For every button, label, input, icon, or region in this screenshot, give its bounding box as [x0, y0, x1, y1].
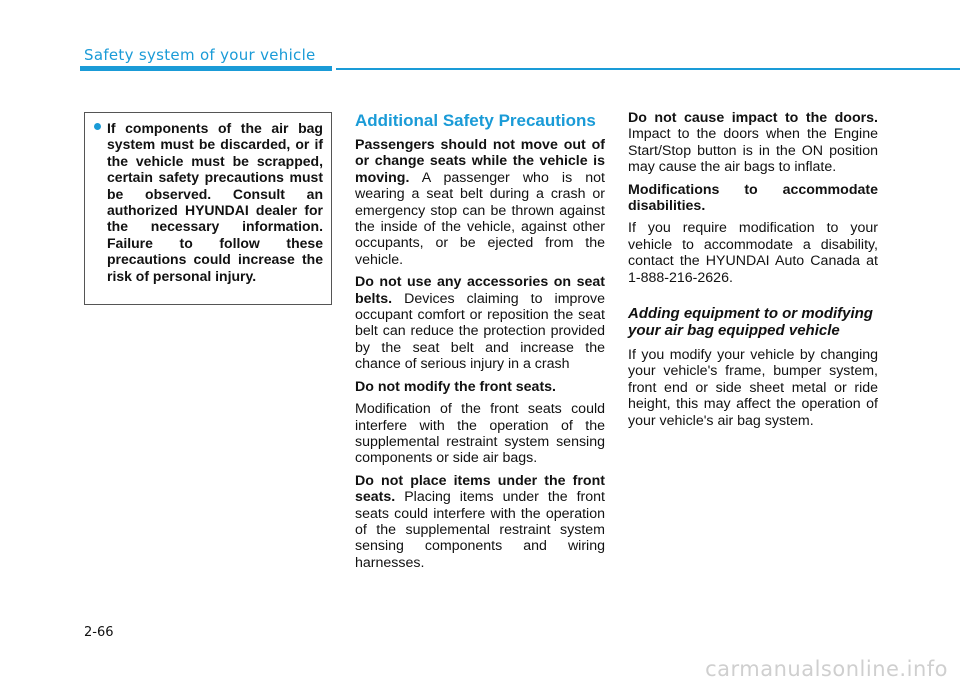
paragraph-disabilities: If you require modification to your vehicle to accommodate a disability, contact the HYUNDAI Auto Canada at 1-888-216-2626.: [628, 220, 878, 286]
paragraph-body: Devices claiming to improve occupant comfort or reposition the seat belt can reduce the protection provided by the seat belt and increase the chance of serious injury in a crash: [355, 290, 605, 373]
header-rule-thin: [336, 68, 960, 70]
header-rule-thick: [80, 66, 332, 71]
column-3: [628, 110, 878, 435]
paragraph-move-seats: [355, 137, 605, 268]
bullet-icon: [94, 123, 101, 130]
warning-text: If components of the air bag system must be discarded, or if the vehicle must be scrapped, certain safety precautions must be observed. Consult an authorized HYUNDAI dealer for the necessary information. Failure to follow these precautions could increase the risk of personal injury.: [107, 120, 323, 284]
paragraph-doors: [628, 110, 878, 176]
paragraph-lead: Do not place items under the front seats.: [355, 472, 605, 506]
warning-box: [84, 112, 332, 305]
paragraph-disabilities-heading: Modifications to accommodate disabilities.: [628, 181, 878, 215]
paragraph-body: A passenger who is not wearing a seat belt during a crash or emergency stop can be thrown against the inside of the vehicle, against other occupants, or be ejected from the vehicle.: [355, 169, 605, 268]
paragraph-seat-belt-accessories: [355, 274, 605, 372]
paragraph-body: Impact to the doors when the Engine Start/Stop button is in the ON position may cause the air bags to inflate.: [628, 126, 878, 176]
paragraph-front-seats-heading: Do not modify the front seats.: [355, 378, 556, 395]
watermark: carmanualsonline.info: [705, 657, 948, 681]
paragraph-lead: Do not use any accessories on seat belts.: [355, 274, 605, 307]
subheading-adding-equipment: Adding equipment to or modifying your air bag equipped vehicle: [628, 305, 873, 340]
column-2: [355, 110, 605, 577]
page-number: 2-66: [84, 625, 114, 640]
paragraph-lead: Passengers should not move out of or change seats while the vehicle is moving.: [355, 137, 605, 186]
paragraph-body: Placing items under the front seats could interfere with the operation of the supplemental restraint system sensing components and wiring harnesses.: [355, 489, 605, 571]
paragraph-lead: Do not cause impact to the doors.: [628, 110, 878, 126]
section-heading: Additional Safety Precautions: [355, 111, 596, 130]
paragraph-modify-vehicle: If you modify your vehicle by changing your vehicle's frame, bumper system, front end or side sheet metal or ride height, this may affect the operation of your vehicle's air bag system.: [628, 347, 878, 429]
paragraph-front-seats: Modification of the front seats could interfere with the operation of the supplemental restraint system sensing components or side air bags.: [355, 401, 605, 467]
paragraph-items-under-seats: [355, 473, 605, 571]
section-title: Safety system of your vehicle: [84, 46, 316, 64]
